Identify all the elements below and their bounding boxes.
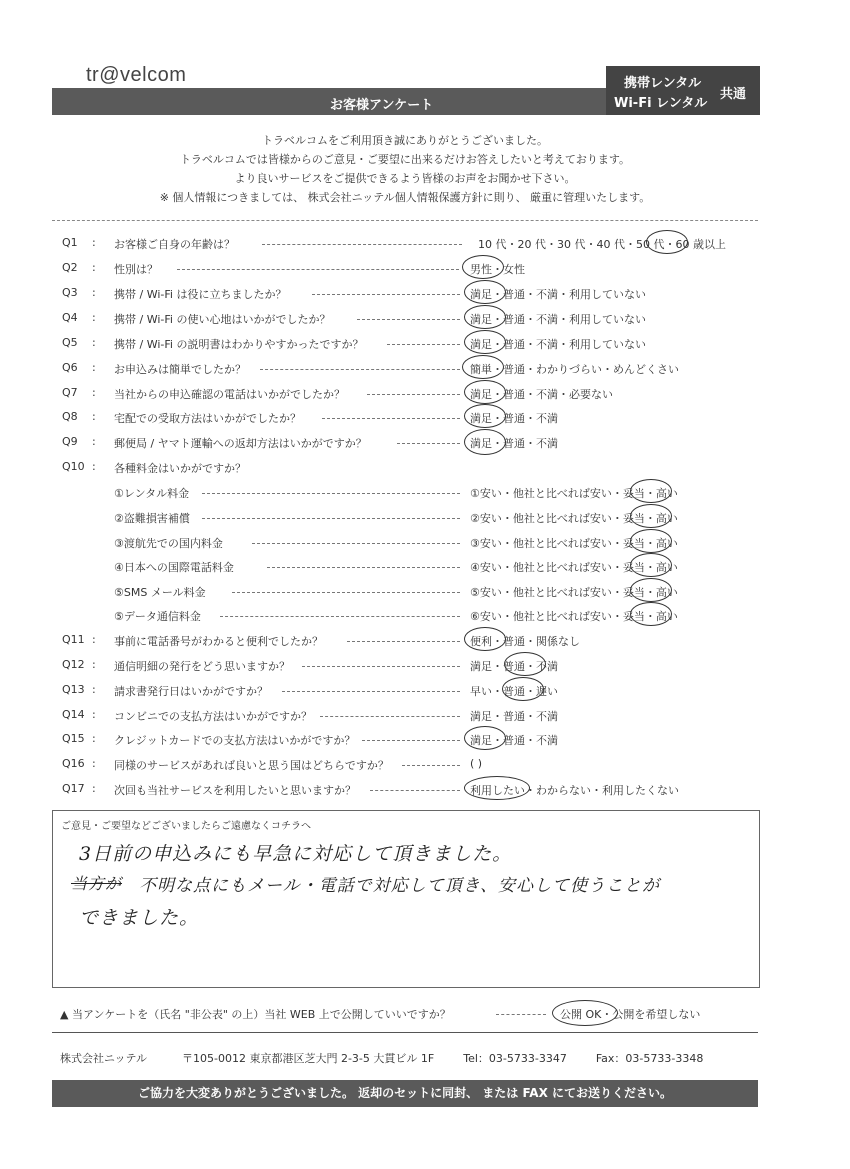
question-number: Q11	[62, 633, 85, 646]
question-row: Q17 : 次回も当社サービスを利用したいと思いますか？ 利用したい・わからない・利用したくない	[52, 780, 758, 800]
question-text: お客様ご自身の年齢は？	[114, 238, 235, 251]
fee-row	[52, 483, 758, 503]
question-row: Q9 : 郵便局 / ヤマト運輸への返却方法はいかがですか？ 満足・普通・不満	[52, 433, 758, 453]
question-number: Q17	[62, 782, 85, 795]
answer-options[interactable]: ①安い・他社と比べれば安い・妥当・高い	[470, 487, 678, 500]
handwritten-comment-line: 不明な点にもメール・電話で対応して頂き、安心して使うことが	[139, 876, 660, 896]
question-text: 携帯 / Wi-Fi の説明書はわかりやすかったですか？	[114, 338, 364, 351]
fee-item: ③渡航先での国内料金	[114, 537, 223, 550]
selected-answer-circle	[630, 479, 672, 503]
question-text: 携帯 / Wi-Fi は役に立ちましたか？	[114, 288, 287, 301]
question-text: 通信明細の発行をどう思いますか？	[114, 660, 290, 673]
selected-answer-circle	[464, 330, 506, 354]
fee-row	[52, 508, 758, 528]
fee-item: ⑤データ通信料金	[114, 610, 201, 623]
selected-answer-circle	[630, 504, 672, 528]
answer-options[interactable]: 満足・普通・不満・利用していない	[470, 338, 646, 351]
company-tel: Tel：03-5733-3347	[463, 1052, 567, 1065]
answer-options[interactable]: 10 代・20 代・30 代・40 代・50 代・60 歳以上	[478, 238, 726, 251]
answer-options[interactable]: 満足・普通・不満	[470, 660, 558, 673]
selected-answer-circle	[552, 1000, 618, 1026]
answer-options[interactable]: 満足・普通・不満	[470, 710, 558, 723]
question-text: 事前に電話番号がわかると便利でしたか？	[114, 635, 323, 648]
answer-options[interactable]: 便利・普通・関係なし	[470, 635, 580, 648]
selected-answer-circle	[462, 255, 504, 279]
company-address: 〒105-0012 東京都港区芝大門 2-3-5 大貫ビル 1F	[182, 1052, 435, 1065]
question-number: Q8	[62, 410, 78, 423]
answer-field[interactable]: ( )	[470, 757, 483, 770]
question-text: 携帯 / Wi-Fi の使い心地はいかがでしたか？	[114, 313, 331, 326]
answer-options[interactable]: 簡単・普通・わかりづらい・めんどくさい	[470, 363, 679, 376]
fee-row	[52, 582, 758, 602]
question-number: Q4	[62, 311, 78, 324]
selected-answer-circle	[502, 677, 544, 701]
question-number: Q1	[62, 236, 78, 249]
question-number: Q13	[62, 683, 85, 696]
question-number: Q3	[62, 286, 78, 299]
selected-answer-circle	[462, 355, 504, 379]
question-row: Q13 : 請求書発行日はいかがですか？ 早い・普通・遅い	[52, 681, 758, 701]
answer-options[interactable]: 満足・普通・不満・必要ない	[470, 388, 613, 401]
question-number: Q9	[62, 435, 78, 448]
answer-options[interactable]: 満足・普通・不満	[470, 734, 558, 747]
company-fax: Fax：03-5733-3348	[595, 1052, 704, 1065]
question-row: Q15 : クレジットカードでの支払方法はいかがですか？ 満足・普通・不満	[52, 730, 758, 750]
question-number: Q7	[62, 386, 78, 399]
question-text: クレジットカードでの支払方法はいかがですか？	[114, 734, 356, 747]
question-row: Q11 : 事前に電話番号がわかると便利でしたか？ 便利・普通・関係なし	[52, 631, 758, 651]
selected-answer-circle	[464, 627, 506, 651]
fee-row	[52, 533, 758, 553]
intro-text	[52, 131, 758, 207]
travelcom-logo: tr@velcom	[86, 64, 187, 86]
question-text: 請求書発行日はいかがですか？	[114, 685, 268, 698]
selected-answer-circle	[464, 305, 506, 329]
handwritten-comment-line: 3日前の申込みにも早急に対応して頂きました。	[79, 843, 513, 865]
question-row: Q6 : お申込みは簡単でしたか？ 簡単・普通・わかりづらい・めんどくさい	[52, 359, 758, 379]
survey-title: お客様アンケート	[330, 98, 434, 113]
struck-out-text: 当方が	[71, 874, 123, 893]
question-text: 次回も当社サービスを利用したいと思いますか？	[114, 784, 356, 797]
answer-options[interactable]: 満足・普通・不満・利用していない	[470, 313, 646, 326]
answer-options[interactable]: ⑤安い・他社と比べれば安い・妥当・高い	[470, 586, 678, 599]
question-row: Q14 : コンビニでの支払方法はいかがですか？ 満足・普通・不満	[62, 708, 558, 723]
publish-options[interactable]: 公開 OK・公開を希望しない	[560, 1008, 701, 1021]
question-text: 各種料金はいかがですか？	[114, 462, 246, 475]
question-number: Q16	[62, 757, 85, 770]
question-number: Q2	[62, 261, 78, 274]
answer-options[interactable]: 早い・普通・遅い	[470, 685, 558, 698]
intro-line: トラベルコムをご利用頂き誠にありがとうございました。	[262, 134, 548, 147]
fee-item: ②盗難損害補償	[114, 512, 190, 525]
question-number: Q12	[62, 658, 85, 671]
answer-options[interactable]: 男性・女性	[470, 263, 525, 276]
answer-options[interactable]: 満足・普通・不満・利用していない	[470, 288, 646, 301]
question-number: Q15	[62, 732, 85, 745]
question-row: Q1 : お客様ご自身の年齢は？ 10 代・20 代・30 代・40 代・50 代・60 歳以上	[52, 234, 758, 254]
fee-row	[52, 557, 758, 577]
question-text: お申込みは簡単でしたか？	[114, 363, 246, 376]
selected-answer-circle	[630, 553, 672, 577]
question-number: Q6	[62, 361, 78, 374]
question-row: Q10 : 各種料金はいかがですか？	[62, 460, 246, 475]
question-text: 当社からの申込確認の電話はいかがでしたか？	[114, 388, 345, 401]
selected-answer-circle	[464, 404, 506, 428]
selected-answer-circle	[464, 280, 506, 304]
answer-options[interactable]: 満足・普通・不満	[470, 412, 558, 425]
company-name: 株式会社ニッテル	[60, 1052, 148, 1065]
question-row: Q4 : 携帯 / Wi-Fi の使い心地はいかがでしたか？ 満足・普通・不満・利用していない	[52, 309, 758, 329]
intro-line: より良いサービスをご提供できるよう皆様のお声をお聞かせ下さい。	[234, 172, 576, 185]
selected-answer-circle	[630, 529, 672, 553]
answer-options[interactable]: ③安い・他社と比べれば安い・妥当・高い	[470, 537, 678, 550]
question-row: Q7 : 当社からの申込確認の電話はいかがでしたか？ 満足・普通・不満・必要ない	[52, 384, 758, 404]
answer-options[interactable]: ②安い・他社と比べれば安い・妥当・高い	[470, 512, 678, 525]
question-number: Q5	[62, 336, 78, 349]
question-row: Q16 : 同様のサービスがあれば良いと思う国はどちらですか？ ( )	[62, 757, 483, 772]
question-row: Q5 : 携帯 / Wi-Fi の説明書はわかりやすかったですか？ 満足・普通・不満・利用していない	[52, 334, 758, 354]
question-row: Q3 : 携帯 / Wi-Fi は役に立ちましたか？ 満足・普通・不満・利用していない	[52, 284, 758, 304]
service-tag: 共通	[720, 87, 747, 102]
question-text: 宅配での受取方法はいかがでしたか？	[114, 412, 301, 425]
selected-answer-circle	[504, 652, 546, 676]
fee-item: ④日本への国際電話料金	[114, 561, 234, 574]
fee-row	[52, 606, 758, 626]
answer-options[interactable]: 満足・普通・不満	[470, 437, 558, 450]
question-text: 性別は？	[114, 263, 158, 276]
selected-answer-circle	[464, 380, 506, 404]
question-number: Q14	[62, 708, 85, 721]
answer-options[interactable]: ④安い・他社と比べれば安い・妥当・高い	[470, 561, 678, 574]
service-line1: 携帯レンタル	[624, 76, 702, 91]
selected-answer-circle	[630, 602, 672, 626]
publish-question-row	[60, 1004, 760, 1022]
service-badge	[606, 66, 760, 115]
question-row: Q12 : 通信明細の発行をどう思いますか？ 満足・普通・不満	[52, 656, 758, 676]
selected-answer-circle	[630, 578, 672, 602]
divider	[52, 1032, 758, 1033]
question-text: コンビニでの支払方法はいかがですか？	[114, 710, 312, 723]
question-row: Q2 : 性別は？ 男性・女性	[52, 259, 758, 279]
answer-options[interactable]: ⑥安い・他社と比べれば安い・妥当・高い	[470, 610, 678, 623]
intro-line: トラベルコムでは皆様からのご意見・ご要望に出来るだけお答えしたいと考えております。	[179, 153, 631, 166]
question-text: 郵便局 / ヤマト運輸への返却方法はいかがですか？	[114, 437, 367, 450]
comment-box[interactable]	[52, 810, 760, 988]
question-text: 同様のサービスがあれば良いと思う国はどちらですか？	[114, 759, 389, 772]
question-row: Q8 : 宅配での受取方法はいかがでしたか？ 満足・普通・不満	[52, 408, 758, 428]
fee-item: ①レンタル料金	[114, 487, 190, 500]
handwritten-comment-line: できました。	[79, 907, 200, 929]
selected-answer-circle	[464, 776, 530, 800]
service-line2: Wi-Fi レンタル	[614, 96, 708, 111]
divider	[52, 220, 758, 221]
selected-answer-circle	[646, 230, 688, 254]
company-info	[60, 1050, 750, 1066]
answer-options[interactable]: 利用したい・わからない・利用したくない	[470, 784, 679, 797]
comment-label: ご意見・ご要望などございましたらご遠慮なくコチラへ	[61, 821, 311, 832]
question-number: Q10	[62, 460, 85, 473]
thanks-bar: ご協力を大変ありがとうございました。 返却のセットに同封、 または FAX にてお送りください。	[52, 1080, 758, 1107]
selected-answer-circle	[464, 726, 506, 750]
selected-answer-circle	[464, 429, 506, 455]
intro-line: ※ 個人情報につきましては、 株式会社ニッテル個人情報保護方針に則り、 厳重に管理いたします。	[159, 191, 651, 204]
publish-question: ▲ 当アンケートを（氏名 "非公表" の上）当社 WEB 上で公開していいですか？	[60, 1008, 451, 1021]
fee-item: ⑤SMS メール料金	[114, 586, 206, 599]
